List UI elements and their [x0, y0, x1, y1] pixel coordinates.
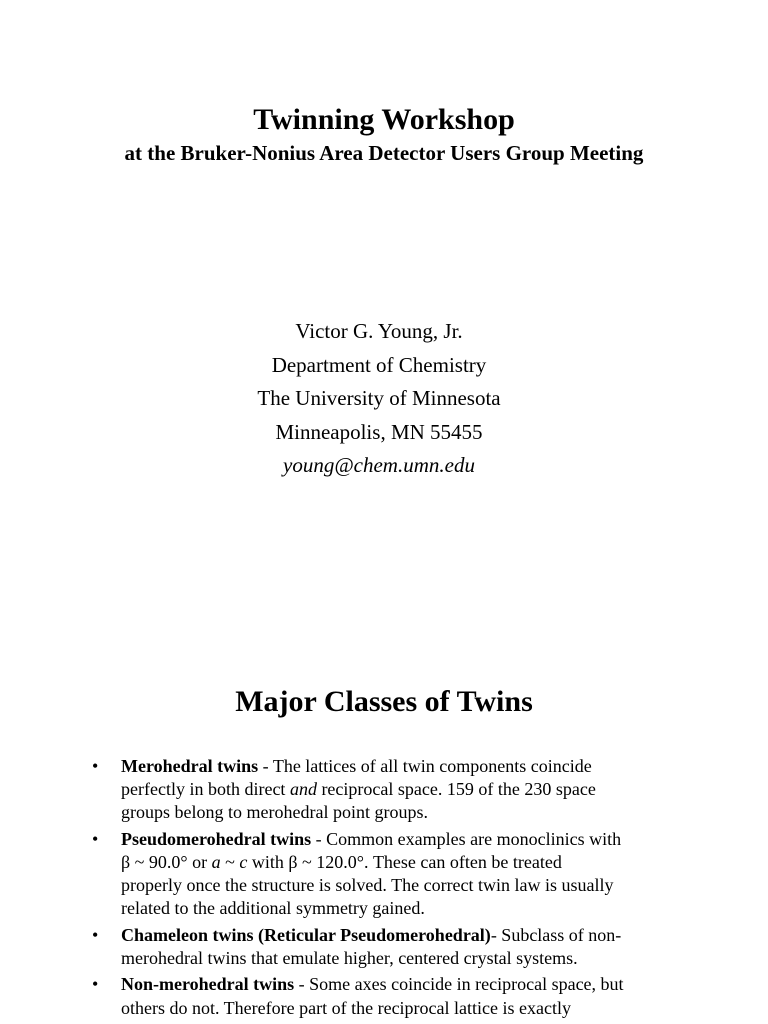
twin-class-term: Non-merohedral twins [121, 974, 295, 995]
list-item-line [121, 947, 681, 970]
description-text: - Subclass of non- [490, 924, 622, 945]
page-subtitle: at the Bruker-Nonius Area Detector Users Group Meeting [124, 141, 644, 165]
description-text: - Some axes coincide in reciprocal space, but [294, 974, 624, 995]
list-item-line [121, 997, 681, 1020]
description-text: - The lattices of all twin components coincide [258, 756, 592, 776]
description-text: perfectly in both direct [121, 779, 290, 800]
description-text: ~ [220, 852, 240, 872]
list-item-line [121, 801, 681, 824]
author-block [0, 315, 758, 483]
twin-class-term: Chameleon twins (Reticular Pseudomerohedral) [121, 924, 491, 945]
author-email: young@chem.umn.edu [283, 453, 475, 477]
twin-class-term: Pseudomerohedral twins [121, 828, 312, 849]
bullet-icon: • [92, 828, 99, 849]
description-text: others do not. Therefore part of the reciprocal lattice is exactly [121, 997, 571, 1018]
twin-class-term: Merohedral twins [121, 756, 259, 776]
list-item-line [121, 897, 681, 920]
list-item-line [121, 851, 681, 874]
description-text: β ~ 90.0° or [121, 852, 212, 872]
bullet-icon: • [92, 756, 99, 776]
italic-text: a [211, 852, 221, 872]
italic-text: and [289, 779, 317, 800]
twin-classes-list [0, 755, 768, 1023]
page-title: Twinning Workshop [253, 103, 515, 136]
description-text: with β ~ 120.0°. These can often be treated [247, 852, 562, 872]
description-text: properly once the structure is solved. The correct twin law is usually [121, 875, 614, 896]
author-university: The University of Minnesota [257, 386, 501, 410]
description-text: reciprocal space. 159 of the 230 space [316, 779, 596, 800]
bullet-icon: • [92, 974, 99, 995]
description-text: merohedral twins that emulate higher, centered crystal systems. [121, 948, 578, 968]
bullet-icon: • [92, 924, 99, 945]
list-item [0, 924, 681, 970]
author-city: Minneapolis, MN 55455 [275, 419, 483, 444]
list-item [0, 755, 681, 825]
list-item [0, 973, 681, 1019]
description-text: - Common examples are monoclinics with [311, 828, 622, 849]
section-heading: Major Classes of Twins [235, 685, 533, 718]
list-item-line [121, 924, 681, 947]
list-item-line [121, 778, 681, 801]
list-item-line [121, 755, 681, 778]
author-name: Victor G. Young, Jr. [295, 319, 463, 343]
list-item-line [121, 973, 681, 996]
description-text: groups belong to merohedral point groups. [121, 802, 428, 823]
list-item-line [121, 828, 681, 851]
author-department: Department of Chemistry [271, 352, 487, 377]
list-item [0, 828, 681, 921]
italic-text: c [239, 852, 248, 872]
description-text: related to the additional symmetry gained. [121, 898, 425, 919]
list-item-line [121, 874, 681, 897]
